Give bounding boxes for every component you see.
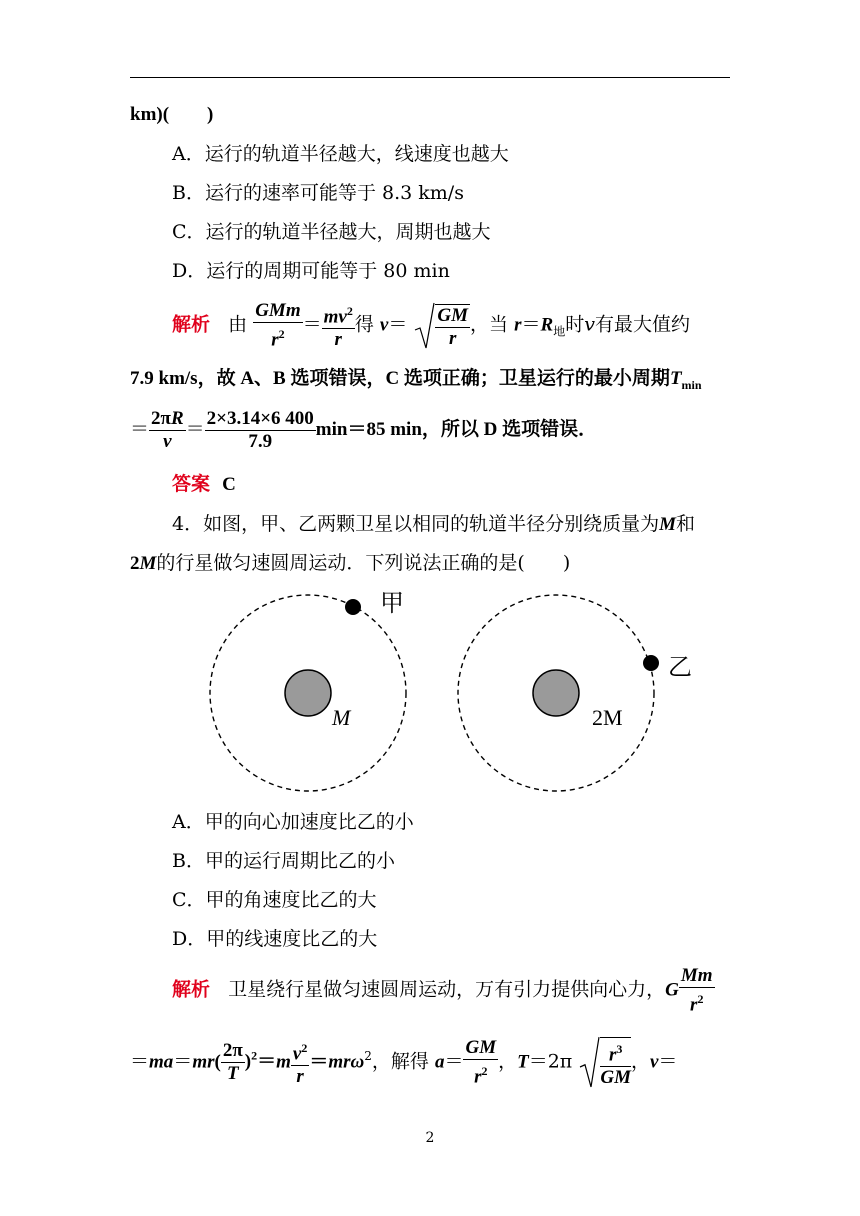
q3-option-b: B．运行的速率可能等于 8.3 km/s: [172, 182, 464, 204]
q3-option-d: D．运行的周期可能等于 80 min: [172, 260, 450, 282]
label-2m: 2M: [592, 705, 623, 730]
sqrt-gm-r: $\frac{GM}{r}$: [413, 302, 470, 350]
planet-2m: [533, 670, 579, 716]
q4-option-d: D．甲的线速度比乙的大: [172, 928, 378, 950]
orbit-left: [210, 595, 406, 791]
planet-m: [285, 670, 331, 716]
label-m: M: [332, 705, 351, 730]
analysis-label: 解析: [172, 313, 211, 336]
fraction-mv2-r: $\frac{mv^2}{r}$: [322, 300, 355, 351]
q4-option-a: A．甲的向心加速度比乙的小: [172, 811, 414, 833]
q3-analysis-line2: 7.9 km/s，故 A、B 选项错误，C 选项正确；卫星运行的最小周期$T_{min}$: [130, 368, 702, 392]
q3-option-a: A．运行的轨道半径越大，线速度也越大: [172, 143, 509, 165]
q3-analysis-line3: ＝ $\frac{2\pi R}{v}$ ＝ $\frac{2\times 3.14\times 6 400}{7.9}$ min＝85 min，所以 D 选项错误．: [130, 407, 598, 452]
q4-stem-line2: 2M的行星做匀速圆周运动．下列说法正确的是( ): [130, 552, 571, 574]
page-number: 2: [425, 1130, 435, 1146]
answer-value: C: [222, 474, 236, 495]
q4-stem-line1: 4．如图，甲、乙两颗卫星以相同的轨道半径分别绕质量为M和: [172, 513, 696, 535]
orbit-figure: [0, 585, 860, 805]
fraction-2pir-v: $\frac{2\pi R}{v}$: [151, 407, 184, 452]
fraction-calc: $\frac{2\times 3.14\times 6 400}{7.9}$: [206, 407, 314, 452]
q4-option-c: C．甲的角速度比乙的大: [172, 889, 377, 911]
q4-option-b: B．甲的运行周期比乙的小: [172, 850, 395, 872]
q3-option-c: C．运行的轨道半径越大，周期也越大: [172, 221, 491, 243]
satellite-jia: [345, 599, 361, 615]
label-yi: 乙: [668, 653, 692, 681]
q3-analysis-line1: 解析 由 $\frac{\text{GMm}}{r^2}$ ＝ $\frac{mv^2}{r}$ 得 v＝ $\frac{GM}{r}$ ，当 $r=R_地$时v有最大值约: [172, 300, 690, 351]
label-jia: 甲: [380, 589, 404, 617]
fraction-gmm-r2: $\frac{\text{GMm}}{r^2}$: [255, 300, 301, 351]
orbit-right: [458, 595, 659, 791]
header-rule: [130, 77, 730, 78]
question-tail: km)( ): [130, 104, 214, 125]
q3-answer: [172, 472, 236, 497]
q4-analysis-line1: 解析 卫星绕行星做匀速圆周运动，万有引力提供向心力，G $\frac{Mm}{r^2}$: [172, 965, 713, 1016]
satellite-yi: [643, 655, 659, 671]
answer-label: 答案: [172, 473, 211, 495]
q4-analysis-line2: ＝ma＝mr( $\frac{2\pi}{T}$ )$^2$＝m $\frac{v^2}{r}$ ＝mrω$^2$，解得 a＝ $\frac{GM}{r^2}$ ，T＝2π $\frac{r^3}{GM}$ ，v＝: [130, 1036, 678, 1088]
